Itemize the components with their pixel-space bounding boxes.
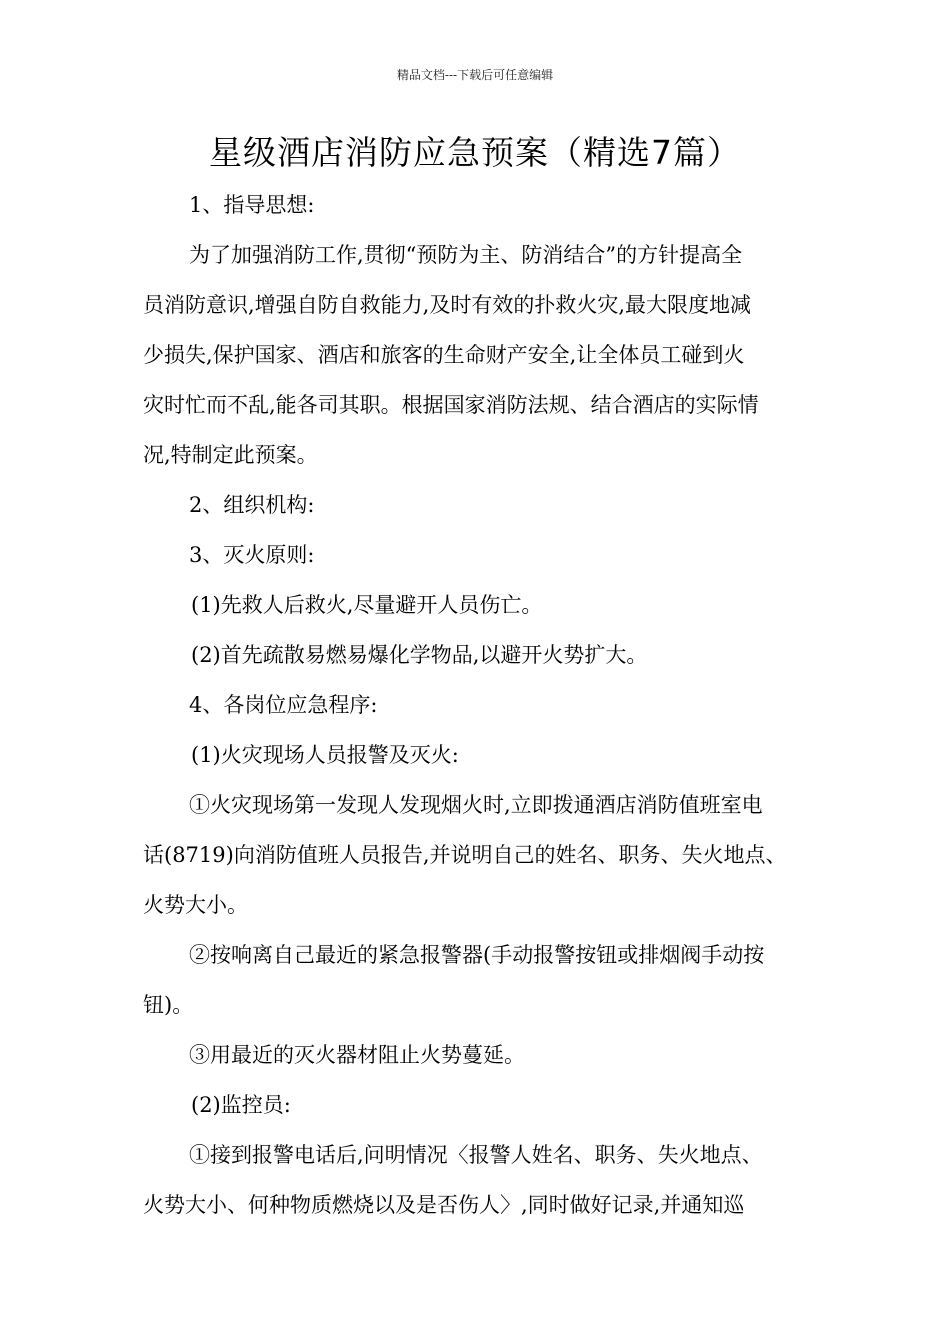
paragraph-line: 况,特制定此预案。 — [143, 443, 318, 467]
document-body — [143, 180, 815, 1230]
document-title: 星级酒店消防应急预案（精选7篇） — [209, 133, 741, 172]
header-note: 精品文档---下载后可任意编辑 — [396, 68, 554, 82]
paragraph-line: 员消防意识,增强自防自救能力,及时有效的扑救火灾,最大限度地减 — [143, 293, 752, 317]
paragraph-line: 火势大小。 — [143, 893, 248, 917]
paragraph-line: 少损失,保护国家、酒店和旅客的生命财产安全,让全体员工碰到火 — [143, 343, 745, 367]
section-heading-emergency-procedures: 4、各岗位应急程序: — [189, 693, 378, 717]
paragraph-line: ②按响离自己最近的紧急报警器(手动报警按钮或排烟阀手动按 — [189, 943, 765, 967]
section-heading-firefighting-principles: 3、灭火原则: — [189, 543, 315, 567]
paragraph-line: ①接到报警电话后,问明情况〈报警人姓名、职务、失火地点、 — [189, 1143, 763, 1167]
section-heading-guiding-ideology: 1、指导思想: — [189, 193, 315, 217]
paragraph-line: ①火灾现场第一发现人发现烟火时,立即拨通酒店消防值班室电 — [189, 793, 763, 817]
paragraph-line: ③用最近的灭火器材阻止火势蔓延。 — [189, 1043, 525, 1067]
paragraph-line: 话(8719)向消防值班人员报告,并说明自己的姓名、职务、失火地点、 — [143, 843, 787, 867]
paragraph-line: 火势大小、何种物质燃烧以及是否伤人〉,同时做好记录,并通知巡 — [143, 1193, 745, 1217]
list-item: (1)先救人后救火,尽量避开人员伤亡。 — [191, 593, 543, 617]
paragraph-line: 灾时忙而不乱,能各司其职。根据国家消防法规、结合酒店的实际情 — [143, 393, 759, 417]
list-item: (2)首先疏散易燃易爆化学物品,以避开火势扩大。 — [191, 643, 648, 667]
subsection-heading: (2)监控员: — [191, 1093, 291, 1117]
section-heading-organization: 2、组织机构: — [189, 493, 315, 517]
paragraph-line: 为了加强消防工作,贯彻“预防为主、防消结合”的方针提高全 — [189, 243, 743, 267]
paragraph-line: 钮)。 — [143, 993, 194, 1017]
subsection-heading: (1)火灾现场人员报警及灭火: — [191, 743, 459, 767]
